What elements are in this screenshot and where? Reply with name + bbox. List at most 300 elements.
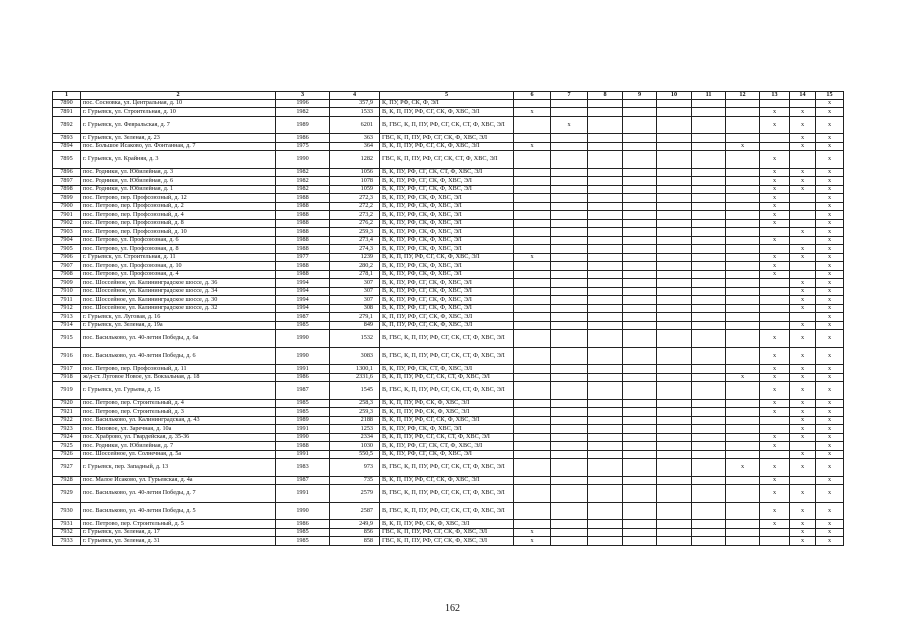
table-row <box>53 382 844 400</box>
mark-col-10-cell <box>657 253 692 262</box>
mark-col-6-cell <box>514 287 551 296</box>
mark-col-13-cell: x <box>760 185 790 194</box>
mark-col-9-cell <box>623 211 657 220</box>
mark-col-11-cell <box>692 116 726 134</box>
mark-col-13-cell: x <box>760 270 790 279</box>
mark-col-14-cell: x <box>790 373 816 382</box>
mark-col-15-cell: x <box>816 116 844 134</box>
area-cell: 2334 <box>330 433 380 442</box>
row-number-cell: 7916 <box>53 347 81 365</box>
row-number-cell: 7897 <box>53 177 81 186</box>
mark-col-15-cell: x <box>816 313 844 322</box>
mark-col-9-cell <box>623 296 657 305</box>
mark-col-7-cell <box>551 399 588 408</box>
mark-col-12-cell <box>726 211 760 220</box>
year-built-cell: 1985 <box>276 408 330 417</box>
amenities-cell: В, К, П, ПУ, РФ, СК, Ф, ХВС, ЭЛ <box>380 408 514 417</box>
mark-col-12-cell <box>726 185 760 194</box>
mark-col-15-cell: x <box>816 476 844 485</box>
table-row <box>53 177 844 186</box>
mark-col-10-cell <box>657 219 692 228</box>
table-row <box>53 520 844 529</box>
mark-col-8-cell <box>588 347 623 365</box>
table-row <box>53 433 844 442</box>
mark-col-8-cell <box>588 537 623 546</box>
mark-col-15-cell: x <box>816 365 844 374</box>
area-cell: 1532 <box>330 330 380 348</box>
mark-col-14-cell: x <box>790 382 816 400</box>
mark-col-9-cell <box>623 347 657 365</box>
amenities-cell: В, ГВС, К, П, ПУ, РФ, СГ, СК, СТ, Ф, ХВС, ЭЛ <box>380 485 514 503</box>
mark-col-10-cell <box>657 425 692 434</box>
mark-col-13-cell: x <box>760 365 790 374</box>
amenities-cell: В, К, П, ПУ, РФ, СГ, СК, Ф, ХВС, ЭЛ <box>380 142 514 151</box>
address-cell: г. Гурьевск, ул. Крайняя, д. 3 <box>81 151 276 169</box>
year-built-cell: 1983 <box>276 459 330 477</box>
column-header: 13 <box>760 92 790 100</box>
mark-col-7-cell <box>551 287 588 296</box>
mark-col-10-cell <box>657 459 692 477</box>
row-number-cell: 7923 <box>53 425 81 434</box>
mark-col-6-cell: x <box>514 253 551 262</box>
mark-col-7-cell <box>551 425 588 434</box>
mark-col-11-cell <box>692 373 726 382</box>
table-row <box>53 253 844 262</box>
mark-col-11-cell <box>692 219 726 228</box>
mark-col-13-cell: x <box>760 485 790 503</box>
area-cell: 259,3 <box>330 228 380 237</box>
mark-col-10-cell <box>657 365 692 374</box>
mark-col-11-cell <box>692 245 726 254</box>
address-cell: пос. Петрово, пер. Профсоюзный, д. 10 <box>81 228 276 237</box>
year-built-cell: 1988 <box>276 442 330 451</box>
mark-col-7-cell <box>551 433 588 442</box>
mark-col-6-cell <box>514 304 551 313</box>
mark-col-6-cell <box>514 502 551 520</box>
mark-col-15-cell: x <box>816 134 844 143</box>
row-number-cell: 7929 <box>53 485 81 503</box>
amenities-cell: В, К, ПУ, РФ, СГ, СК, Ф, ХВС, ЭЛ <box>380 177 514 186</box>
mark-col-13-cell <box>760 450 790 459</box>
mark-col-15-cell: x <box>816 442 844 451</box>
area-cell: 364 <box>330 142 380 151</box>
mark-col-14-cell: x <box>790 279 816 288</box>
mark-col-12-cell <box>726 108 760 117</box>
mark-col-8-cell <box>588 168 623 177</box>
mark-col-14-cell: x <box>790 537 816 546</box>
mark-col-13-cell <box>760 134 790 143</box>
amenities-cell: ГВС, К, П, ПУ, РФ, СГ, СК, Ф, ХВС, ЭЛ <box>380 134 514 143</box>
mark-col-13-cell <box>760 142 790 151</box>
column-header: 9 <box>623 92 657 100</box>
mark-col-7-cell <box>551 416 588 425</box>
amenities-cell: В, ГВС, К, П, ПУ, РФ, СГ, СК, СТ, Ф, ХВС, ЭЛ <box>380 459 514 477</box>
mark-col-10-cell <box>657 330 692 348</box>
table-row <box>53 202 844 211</box>
mark-col-11-cell <box>692 321 726 330</box>
area-cell: 856 <box>330 528 380 537</box>
mark-col-14-cell: x <box>790 425 816 434</box>
mark-col-11-cell <box>692 330 726 348</box>
mark-col-6-cell: x <box>514 528 551 537</box>
mark-col-11-cell <box>692 168 726 177</box>
mark-col-6-cell <box>514 520 551 529</box>
year-built-cell: 1988 <box>276 270 330 279</box>
area-cell: 1533 <box>330 108 380 117</box>
mark-col-8-cell <box>588 287 623 296</box>
mark-col-14-cell <box>790 219 816 228</box>
mark-col-12-cell <box>726 168 760 177</box>
housing-registry-table <box>52 91 844 546</box>
mark-col-9-cell <box>623 330 657 348</box>
mark-col-8-cell <box>588 134 623 143</box>
mark-col-12-cell <box>726 245 760 254</box>
year-built-cell: 1982 <box>276 108 330 117</box>
mark-col-15-cell: x <box>816 416 844 425</box>
mark-col-6-cell <box>514 347 551 365</box>
table-row <box>53 347 844 365</box>
mark-col-7-cell <box>551 330 588 348</box>
address-cell: пос. Родники, ул. Юбилейная, д. 6 <box>81 177 276 186</box>
mark-col-7-cell <box>551 502 588 520</box>
mark-col-9-cell <box>623 177 657 186</box>
mark-col-11-cell <box>692 382 726 400</box>
mark-col-7-cell <box>551 450 588 459</box>
mark-col-8-cell <box>588 202 623 211</box>
mark-col-11-cell <box>692 476 726 485</box>
table-row <box>53 442 844 451</box>
mark-col-11-cell <box>692 151 726 169</box>
mark-col-13-cell <box>760 313 790 322</box>
mark-col-7-cell <box>551 236 588 245</box>
area-cell: 3083 <box>330 347 380 365</box>
address-cell: г. Гурьевск, ул. Зеленая, д. 19а <box>81 321 276 330</box>
amenities-cell: В, К, ПУ, РФ, СГ, СК, Ф, ХВС, ЭЛ <box>380 296 514 305</box>
mark-col-8-cell <box>588 416 623 425</box>
mark-col-6-cell <box>514 459 551 477</box>
row-number-cell: 7898 <box>53 185 81 194</box>
address-cell: пос. Малое Исаково, ул. Гурьевская, д. 4а <box>81 476 276 485</box>
mark-col-9-cell <box>623 194 657 203</box>
mark-col-15-cell: x <box>816 211 844 220</box>
mark-col-14-cell: x <box>790 253 816 262</box>
year-built-cell: 1990 <box>276 347 330 365</box>
mark-col-9-cell <box>623 116 657 134</box>
area-cell: 973 <box>330 459 380 477</box>
table-row <box>53 330 844 348</box>
mark-col-11-cell <box>692 262 726 271</box>
mark-col-10-cell <box>657 347 692 365</box>
table-row <box>53 279 844 288</box>
mark-col-6-cell <box>514 228 551 237</box>
mark-col-6-cell <box>514 177 551 186</box>
mark-col-9-cell <box>623 228 657 237</box>
table-row <box>53 185 844 194</box>
amenities-cell: В, К, ПУ, РФ, СК, Ф, ХВС, ЭЛ <box>380 262 514 271</box>
mark-col-12-cell <box>726 528 760 537</box>
mark-col-12-cell <box>726 116 760 134</box>
row-number-cell: 7931 <box>53 520 81 529</box>
mark-col-11-cell <box>692 528 726 537</box>
column-header: 11 <box>692 92 726 100</box>
mark-col-12-cell <box>726 450 760 459</box>
mark-col-14-cell: x <box>790 347 816 365</box>
area-cell: 307 <box>330 279 380 288</box>
mark-col-8-cell <box>588 485 623 503</box>
mark-col-12-cell <box>726 321 760 330</box>
column-header: 3 <box>276 92 330 100</box>
mark-col-14-cell <box>790 442 816 451</box>
mark-col-10-cell <box>657 537 692 546</box>
mark-col-13-cell: x <box>760 520 790 529</box>
area-cell: 273,2 <box>330 211 380 220</box>
mark-col-11-cell <box>692 425 726 434</box>
mark-col-8-cell <box>588 185 623 194</box>
mark-col-9-cell <box>623 99 657 108</box>
mark-col-13-cell: x <box>760 236 790 245</box>
area-cell: 272,2 <box>330 202 380 211</box>
mark-col-10-cell <box>657 262 692 271</box>
mark-col-7-cell <box>551 142 588 151</box>
address-cell: пос. Петрово, пер. Строительный, д. 4 <box>81 399 276 408</box>
mark-col-15-cell: x <box>816 537 844 546</box>
mark-col-6-cell <box>514 99 551 108</box>
mark-col-10-cell <box>657 450 692 459</box>
mark-col-11-cell <box>692 408 726 417</box>
mark-col-9-cell <box>623 459 657 477</box>
row-number-cell: 7924 <box>53 433 81 442</box>
year-built-cell: 1996 <box>276 99 330 108</box>
mark-col-7-cell <box>551 108 588 117</box>
mark-col-10-cell <box>657 228 692 237</box>
mark-col-14-cell: x <box>790 116 816 134</box>
address-cell: пос. Родники, ул. Юбилейная, д. 1 <box>81 185 276 194</box>
address-cell: пос. Шоссейное, ул. Калининградское шоссе, д. 30 <box>81 296 276 305</box>
mark-col-8-cell <box>588 502 623 520</box>
mark-col-9-cell <box>623 279 657 288</box>
mark-col-11-cell <box>692 433 726 442</box>
mark-col-11-cell <box>692 347 726 365</box>
address-cell: г. Гурьевск, ул. Зеленая, д. 31 <box>81 537 276 546</box>
mark-col-11-cell <box>692 313 726 322</box>
mark-col-15-cell: x <box>816 177 844 186</box>
mark-col-11-cell <box>692 99 726 108</box>
mark-col-8-cell <box>588 219 623 228</box>
mark-col-8-cell <box>588 382 623 400</box>
table-row <box>53 108 844 117</box>
mark-col-7-cell <box>551 442 588 451</box>
mark-col-14-cell: x <box>790 245 816 254</box>
row-number-cell: 7927 <box>53 459 81 477</box>
row-number-cell: 7909 <box>53 279 81 288</box>
table-row <box>53 245 844 254</box>
row-number-cell: 7908 <box>53 270 81 279</box>
row-number-cell: 7921 <box>53 408 81 417</box>
mark-col-15-cell: x <box>816 236 844 245</box>
table-row <box>53 502 844 520</box>
mark-col-8-cell <box>588 408 623 417</box>
year-built-cell: 1988 <box>276 228 330 237</box>
mark-col-7-cell <box>551 185 588 194</box>
table-row <box>53 262 844 271</box>
mark-col-7-cell <box>551 476 588 485</box>
mark-col-6-cell <box>514 365 551 374</box>
address-cell: пос. Шоссейное, ул. Калининградское шоссе, д. 34 <box>81 287 276 296</box>
mark-col-7-cell <box>551 382 588 400</box>
mark-col-13-cell <box>760 321 790 330</box>
year-built-cell: 1988 <box>276 194 330 203</box>
mark-col-6-cell <box>514 313 551 322</box>
mark-col-14-cell: x <box>790 304 816 313</box>
mark-col-7-cell <box>551 520 588 529</box>
mark-col-12-cell <box>726 236 760 245</box>
mark-col-8-cell <box>588 245 623 254</box>
amenities-cell: ГВС, К, П, ПУ, РФ, СГ, СК, СТ, Ф, ХВС, ЭЛ <box>380 151 514 169</box>
mark-col-13-cell: x <box>760 399 790 408</box>
mark-col-7-cell <box>551 459 588 477</box>
mark-col-12-cell: x <box>726 459 760 477</box>
mark-col-11-cell <box>692 279 726 288</box>
mark-col-14-cell: x <box>790 296 816 305</box>
column-header: 8 <box>588 92 623 100</box>
row-number-cell: 7932 <box>53 528 81 537</box>
mark-col-13-cell <box>760 287 790 296</box>
mark-col-11-cell <box>692 450 726 459</box>
amenities-cell: В, К, ПУ, РФ, СГ, СК, Ф, ХВС, ЭЛ <box>380 185 514 194</box>
table-row <box>53 296 844 305</box>
mark-col-11-cell <box>692 485 726 503</box>
row-number-cell: 7892 <box>53 116 81 134</box>
mark-col-9-cell <box>623 262 657 271</box>
year-built-cell: 1990 <box>276 151 330 169</box>
mark-col-6-cell: x <box>514 537 551 546</box>
mark-col-11-cell <box>692 287 726 296</box>
amenities-cell: В, К, П, ПУ, РФ, СГ, СК, Ф, ХВС, ЭЛ <box>380 108 514 117</box>
mark-col-10-cell <box>657 287 692 296</box>
mark-col-7-cell <box>551 194 588 203</box>
area-cell: 307 <box>330 296 380 305</box>
row-number-cell: 7907 <box>53 262 81 271</box>
address-cell: г. Гурьевск, ул. Луговая, д. 16 <box>81 313 276 322</box>
row-number-cell: 7912 <box>53 304 81 313</box>
row-number-cell: 7896 <box>53 168 81 177</box>
mark-col-8-cell <box>588 476 623 485</box>
mark-col-15-cell: x <box>816 270 844 279</box>
mark-col-10-cell <box>657 236 692 245</box>
mark-col-13-cell: x <box>760 408 790 417</box>
table-row <box>53 321 844 330</box>
mark-col-6-cell <box>514 168 551 177</box>
mark-col-13-cell: x <box>760 262 790 271</box>
mark-col-10-cell <box>657 168 692 177</box>
mark-col-14-cell: x <box>790 321 816 330</box>
year-built-cell: 1985 <box>276 321 330 330</box>
amenities-cell: К, П, ПУ, РФ, СГ, СК, Ф, ХВС, ЭЛ <box>380 321 514 330</box>
table-row <box>53 219 844 228</box>
row-number-cell: 7910 <box>53 287 81 296</box>
mark-col-13-cell <box>760 296 790 305</box>
mark-col-12-cell <box>726 382 760 400</box>
mark-col-14-cell: x <box>790 502 816 520</box>
area-cell: 274,3 <box>330 245 380 254</box>
area-cell: 279,1 <box>330 313 380 322</box>
address-cell: пос. Большое Исаково, ул. Фонтанная, д. 7 <box>81 142 276 151</box>
mark-col-6-cell <box>514 433 551 442</box>
mark-col-8-cell <box>588 442 623 451</box>
mark-col-13-cell <box>760 228 790 237</box>
mark-col-6-cell <box>514 450 551 459</box>
mark-col-8-cell <box>588 433 623 442</box>
mark-col-15-cell: x <box>816 296 844 305</box>
row-number-cell: 7915 <box>53 330 81 348</box>
mark-col-7-cell <box>551 373 588 382</box>
mark-col-13-cell <box>760 279 790 288</box>
table-row <box>53 476 844 485</box>
area-cell: 2579 <box>330 485 380 503</box>
mark-col-12-cell: x <box>726 142 760 151</box>
mark-col-10-cell <box>657 245 692 254</box>
mark-col-12-cell <box>726 202 760 211</box>
row-number-cell: 7901 <box>53 211 81 220</box>
mark-col-12-cell <box>726 313 760 322</box>
mark-col-11-cell <box>692 399 726 408</box>
mark-col-7-cell <box>551 219 588 228</box>
year-built-cell: 1988 <box>276 236 330 245</box>
mark-col-15-cell: x <box>816 279 844 288</box>
row-number-cell: 7894 <box>53 142 81 151</box>
mark-col-9-cell <box>623 168 657 177</box>
mark-col-8-cell <box>588 228 623 237</box>
mark-col-11-cell <box>692 185 726 194</box>
area-cell: 1300,1 <box>330 365 380 374</box>
mark-col-6-cell <box>514 476 551 485</box>
mark-col-11-cell <box>692 537 726 546</box>
year-built-cell: 1989 <box>276 116 330 134</box>
mark-col-8-cell <box>588 99 623 108</box>
amenities-cell: В, ГВС, К, П, ПУ, РФ, СГ, СК, СТ, Ф, ХВС, ЭЛ <box>380 330 514 348</box>
mark-col-6-cell <box>514 408 551 417</box>
mark-col-13-cell: x <box>760 347 790 365</box>
mark-col-6-cell <box>514 202 551 211</box>
year-built-cell: 1991 <box>276 450 330 459</box>
area-cell: 1282 <box>330 151 380 169</box>
mark-col-10-cell <box>657 485 692 503</box>
mark-col-9-cell <box>623 236 657 245</box>
mark-col-11-cell <box>692 459 726 477</box>
mark-col-7-cell <box>551 151 588 169</box>
address-cell: пос. Шоссейное, ул. Калининградское шоссе, д. 32 <box>81 304 276 313</box>
mark-col-8-cell <box>588 116 623 134</box>
mark-col-12-cell <box>726 228 760 237</box>
mark-col-15-cell: x <box>816 347 844 365</box>
table-row <box>53 228 844 237</box>
address-cell: пос. Васильково, ул. 40-летия Победы, д. 7 <box>81 485 276 503</box>
mark-col-9-cell <box>623 185 657 194</box>
mark-col-7-cell <box>551 321 588 330</box>
mark-col-7-cell <box>551 134 588 143</box>
amenities-cell: В, ГВС, К, П, ПУ, РФ, СГ, СК, СТ, Ф, ХВС, ЭЛ <box>380 347 514 365</box>
mark-col-13-cell: x <box>760 211 790 220</box>
mark-col-9-cell <box>623 270 657 279</box>
mark-col-7-cell <box>551 347 588 365</box>
mark-col-7-cell <box>551 211 588 220</box>
mark-col-10-cell <box>657 151 692 169</box>
mark-col-13-cell: x <box>760 442 790 451</box>
table-row <box>53 211 844 220</box>
table-row <box>53 142 844 151</box>
mark-col-15-cell: x <box>816 459 844 477</box>
year-built-cell: 1985 <box>276 537 330 546</box>
